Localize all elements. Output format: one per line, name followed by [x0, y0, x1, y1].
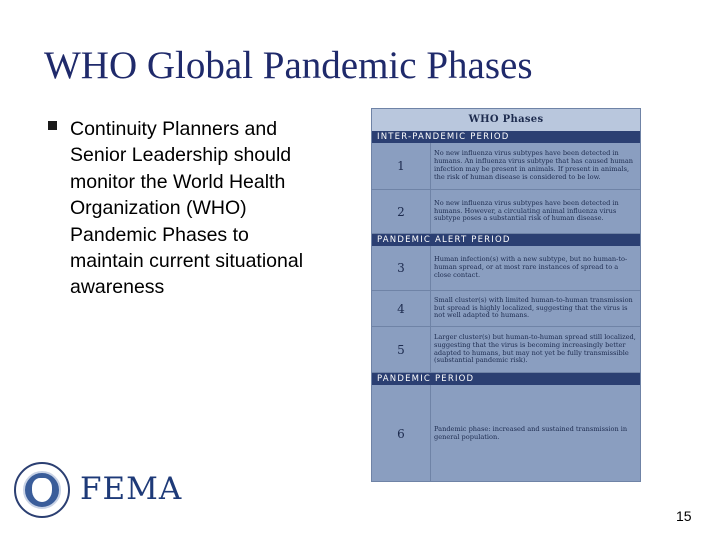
phase-description: Larger cluster(s) but human-to-human spread still localized, suggesting that the virus is becoming increasingly better adapted to humans, but may not yet be fully transmissible (substantial pandemic risk).	[434, 332, 636, 365]
period-pandemic-alert: PANDEMIC ALERT PERIOD	[372, 234, 640, 246]
phase-row-4	[372, 291, 640, 327]
phase-number: 6	[372, 385, 431, 482]
phase-row-1	[372, 143, 640, 190]
fema-wordmark: FEMA	[80, 471, 183, 507]
phase-description: Human infection(s) with a new subtype, but no human-to-human spread, or at most rare instances of spread to a close contact.	[434, 255, 628, 279]
phase-description: Small cluster(s) with limited human-to-human transmission but spread is highly localized, suggesting that the virus is not well adapted to humans.	[434, 295, 633, 320]
phase-number: 3	[372, 246, 431, 290]
phase-number: 5	[372, 327, 431, 372]
bullet-list	[48, 116, 323, 301]
phase-number: 4	[372, 291, 431, 326]
period-pandemic: PANDEMIC PERIOD	[372, 373, 640, 385]
phase-row-6	[372, 385, 640, 482]
who-table-title: WHO Phases	[372, 109, 640, 131]
page-number: 15	[676, 508, 692, 524]
dhs-seal-icon	[14, 462, 70, 518]
who-phases-table	[371, 108, 641, 482]
phase-row-2	[372, 190, 640, 234]
slide-title: WHO Global Pandemic Phases	[44, 44, 533, 87]
phase-description: No new influenza virus subtypes have been detected in humans. An influenza virus subtype that has caused human infection may be present in animals. If present in animals, the risk of human disease is considered to be low.	[434, 149, 634, 181]
fema-logo	[14, 462, 184, 520]
phase-description: No new influenza virus subtypes have been detected in humans. However, a circulating animal influenza virus subtype poses a substantial risk of human disease.	[434, 198, 619, 223]
phase-row-3	[372, 246, 640, 291]
phase-number: 1	[372, 143, 431, 189]
square-bullet-icon	[48, 121, 57, 130]
phase-row-5	[372, 327, 640, 373]
phase-description: Pandemic phase: increased and sustained transmission in general population.	[434, 425, 628, 441]
phase-number: 2	[372, 190, 431, 233]
bullet-text: Continuity Planners and Senior Leadership should monitor the World Health Organization (WHO) Pandemic Phases to maintain current situational awareness	[70, 118, 304, 299]
period-inter-pandemic: INTER-PANDEMIC PERIOD	[372, 131, 640, 143]
